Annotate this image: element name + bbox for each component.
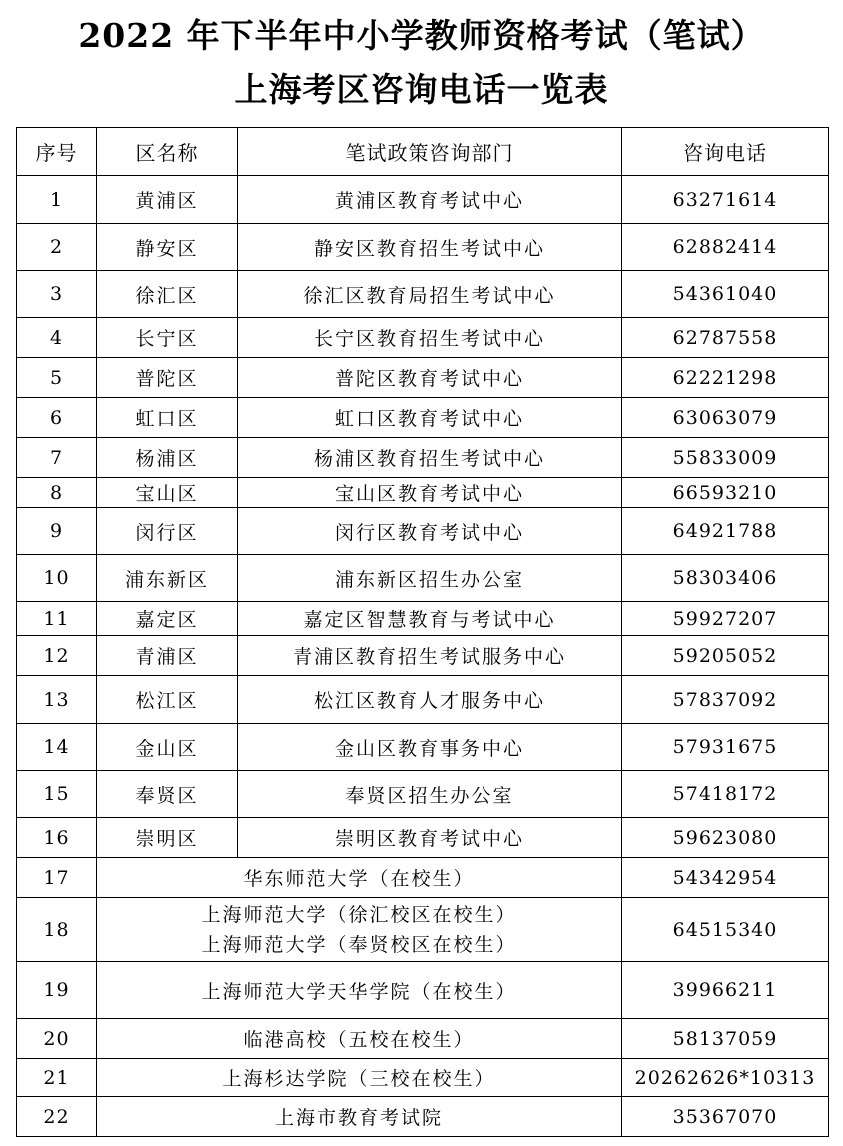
table-row-merged <box>17 858 829 898</box>
row-district: 奉贤区 <box>97 771 238 818</box>
table-row <box>17 438 829 478</box>
row-phone: 57418172 <box>622 771 829 818</box>
row-no: 16 <box>17 818 97 858</box>
row-department: 奉贤区招生办公室 <box>238 771 622 818</box>
table-row <box>17 176 829 224</box>
page-title-line1: 2022 年下半年中小学教师资格考试（笔试） <box>78 16 765 55</box>
row-no: 11 <box>17 602 97 636</box>
table-row-merged <box>17 1019 829 1059</box>
row-department: 宝山区教育考试中心 <box>238 478 622 508</box>
row-phone: 54342954 <box>622 858 829 898</box>
table-header-row <box>17 128 829 176</box>
table-row-merged <box>17 1097 829 1137</box>
row-no: 18 <box>17 898 97 962</box>
table-row <box>17 555 829 602</box>
row-phone: 39966211 <box>622 962 829 1019</box>
row-district: 长宁区 <box>97 318 238 358</box>
row-district: 徐汇区 <box>97 271 238 318</box>
row-department: 长宁区教育招生考试中心 <box>238 318 622 358</box>
row-department: 静安区教育招生考试中心 <box>238 224 622 271</box>
row-phone: 55833009 <box>622 438 829 478</box>
row-department: 杨浦区教育招生考试中心 <box>238 438 622 478</box>
row-department: 闵行区教育考试中心 <box>238 508 622 555</box>
row-no: 3 <box>17 271 97 318</box>
table-row <box>17 771 829 818</box>
row-phone: 58137059 <box>622 1019 829 1059</box>
row-department: 嘉定区智慧教育与考试中心 <box>238 602 622 636</box>
row-phone: 63271614 <box>622 176 829 224</box>
row-district: 嘉定区 <box>97 602 238 636</box>
row-phone: 58303406 <box>622 555 829 602</box>
row-district: 松江区 <box>97 676 238 724</box>
header-department: 笔试政策咨询部门 <box>238 128 622 176</box>
row-no: 17 <box>17 858 97 898</box>
row-phone: 57931675 <box>622 724 829 771</box>
row-no: 22 <box>17 1097 97 1137</box>
row-no: 6 <box>17 398 97 438</box>
table-row-merged <box>17 898 829 962</box>
row-department: 黄浦区教育考试中心 <box>238 176 622 224</box>
row-department: 虹口区教育考试中心 <box>238 398 622 438</box>
row-no: 20 <box>17 1019 97 1059</box>
table-row <box>17 676 829 724</box>
table-row <box>17 508 829 555</box>
row-phone: 59927207 <box>622 602 829 636</box>
table-row <box>17 271 829 318</box>
header-no: 序号 <box>17 128 97 176</box>
table-row <box>17 398 829 438</box>
row-no: 2 <box>17 224 97 271</box>
row-institution: 华东师范大学（在校生） <box>97 858 622 898</box>
row-department: 徐汇区教育局招生考试中心 <box>238 271 622 318</box>
row-no: 14 <box>17 724 97 771</box>
row-department: 普陀区教育考试中心 <box>238 358 622 398</box>
row-department: 松江区教育人才服务中心 <box>238 676 622 724</box>
row-phone: 57837092 <box>622 676 829 724</box>
row-no: 21 <box>17 1059 97 1097</box>
row-institution: 临港高校（五校在校生） <box>97 1019 622 1059</box>
row-department: 青浦区教育招生考试服务中心 <box>238 636 622 676</box>
row-institution: 上海市教育考试院 <box>97 1097 622 1137</box>
row-no: 13 <box>17 676 97 724</box>
header-district: 区名称 <box>97 128 238 176</box>
table-row <box>17 224 829 271</box>
table-row-merged <box>17 1059 829 1097</box>
table-row <box>17 818 829 858</box>
row-district: 闵行区 <box>97 508 238 555</box>
row-no: 4 <box>17 318 97 358</box>
row-institution-line2: 上海师范大学（奉贤校区在校生） <box>201 933 517 956</box>
table-row <box>17 478 829 508</box>
row-no: 1 <box>17 176 97 224</box>
header-phone: 咨询电话 <box>622 128 829 176</box>
table-row-merged <box>17 962 829 1019</box>
row-no: 15 <box>17 771 97 818</box>
row-district: 虹口区 <box>97 398 238 438</box>
row-district: 杨浦区 <box>97 438 238 478</box>
row-no: 9 <box>17 508 97 555</box>
table-row <box>17 358 829 398</box>
row-phone: 66593210 <box>622 478 829 508</box>
row-district: 普陀区 <box>97 358 238 398</box>
row-phone: 20262626*10313 <box>622 1059 829 1097</box>
row-department: 浦东新区招生办公室 <box>238 555 622 602</box>
row-no: 5 <box>17 358 97 398</box>
row-institution-line1: 上海师范大学（徐汇校区在校生） <box>201 903 517 926</box>
row-no: 7 <box>17 438 97 478</box>
row-phone: 62221298 <box>622 358 829 398</box>
row-district: 黄浦区 <box>97 176 238 224</box>
row-institution: 上海杉达学院（三校在校生） <box>97 1059 622 1097</box>
contact-table <box>16 127 829 1137</box>
row-phone: 59623080 <box>622 818 829 858</box>
row-phone: 35367070 <box>622 1097 829 1137</box>
page-title-line2: 上海考区咨询电话一览表 <box>234 70 609 109</box>
row-phone: 64515340 <box>622 898 829 962</box>
row-institution: 上海师范大学天华学院（在校生） <box>97 962 622 1019</box>
row-department: 崇明区教育考试中心 <box>238 818 622 858</box>
row-district: 宝山区 <box>97 478 238 508</box>
row-phone: 62882414 <box>622 224 829 271</box>
row-district: 青浦区 <box>97 636 238 676</box>
row-district: 浦东新区 <box>97 555 238 602</box>
row-district: 金山区 <box>97 724 238 771</box>
row-institution <box>97 898 622 962</box>
table-row <box>17 602 829 636</box>
row-phone: 59205052 <box>622 636 829 676</box>
row-department: 金山区教育事务中心 <box>238 724 622 771</box>
row-phone: 54361040 <box>622 271 829 318</box>
row-phone: 63063079 <box>622 398 829 438</box>
row-no: 8 <box>17 478 97 508</box>
row-phone: 64921788 <box>622 508 829 555</box>
row-district: 静安区 <box>97 224 238 271</box>
row-no: 19 <box>17 962 97 1019</box>
row-no: 10 <box>17 555 97 602</box>
table-row <box>17 636 829 676</box>
table-row <box>17 318 829 358</box>
row-district: 崇明区 <box>97 818 238 858</box>
table-row <box>17 724 829 771</box>
row-no: 12 <box>17 636 97 676</box>
row-phone: 62787558 <box>622 318 829 358</box>
